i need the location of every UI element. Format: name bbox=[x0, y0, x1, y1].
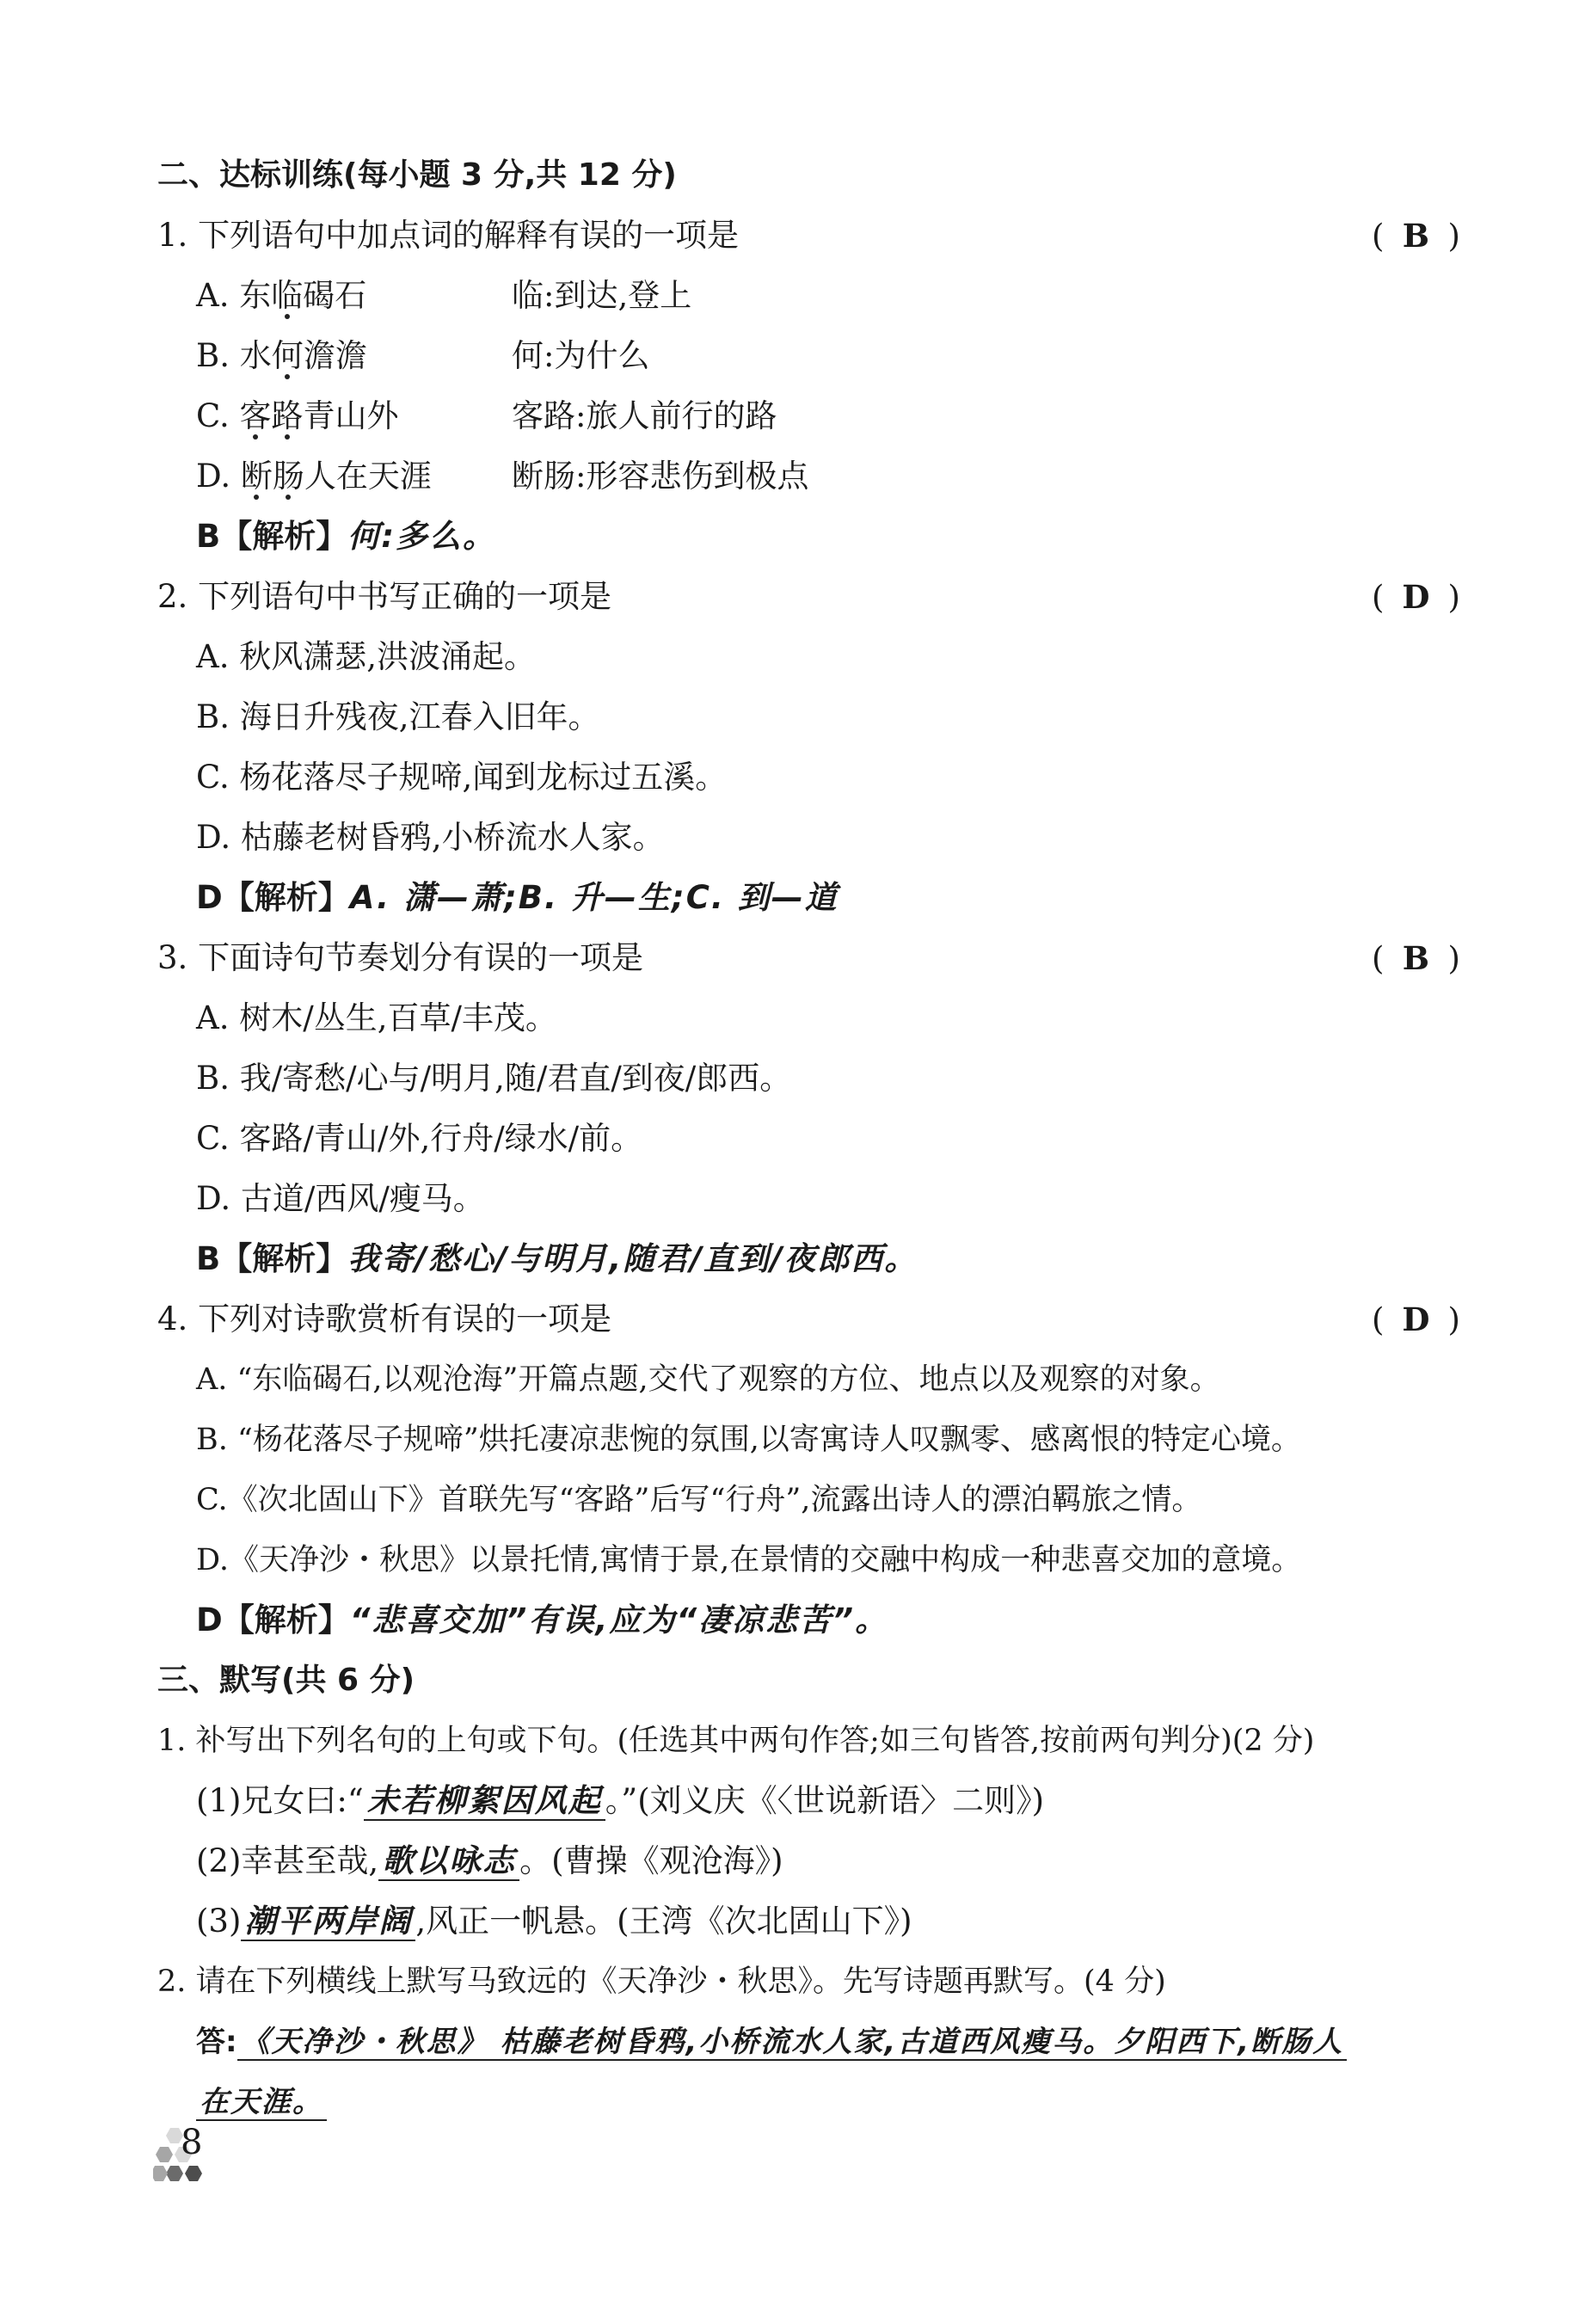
dotted-char: 临 bbox=[271, 277, 304, 314]
question-3-option-b: B. 我/寄愁/心与/明月,随/君直/到夜/郎西。 bbox=[196, 1060, 792, 1097]
dotted-char: 断 bbox=[240, 458, 273, 495]
section-title-practice: 二、达标训练(每小题 3 分,共 12 分) bbox=[157, 157, 677, 193]
dictation-item-1 bbox=[196, 1779, 1044, 1823]
question-2-answer-bracket: ( D ) bbox=[1372, 575, 1460, 620]
question-1-option-a-explanation: 临:到达,登上 bbox=[512, 277, 692, 314]
question-1-option-c bbox=[196, 394, 399, 439]
question-1-option-d-explanation: 断肠:形容悲伤到极点 bbox=[512, 458, 809, 495]
explanation-text: “悲喜交加”有误,应为“凄凉悲苦”。 bbox=[349, 1602, 889, 1638]
question-4-answer-bracket: ( D ) bbox=[1372, 1297, 1460, 1343]
question-2-option-b: B. 海日升残夜,江春入旧年。 bbox=[196, 698, 600, 735]
explanation-text: 我寄/愁心/与明月,随君/直到/夜郎西。 bbox=[347, 1240, 918, 1277]
question-2-option-d: D. 枯藤老树昏鸦,小桥流水人家。 bbox=[196, 819, 665, 856]
question-1-answer: B bbox=[1402, 217, 1430, 255]
option-b-suffix: 澹澹 bbox=[303, 337, 367, 374]
dictation-item-1-answer: 未若柳絮因风起 bbox=[364, 1782, 605, 1821]
dictation-item-2-prefix: (2)幸甚至哉, bbox=[196, 1842, 379, 1879]
question-1-option-b-explanation: 何:为什么 bbox=[512, 337, 650, 374]
question-1-stem: 1. 下列语句中加点词的解释有误的一项是 bbox=[157, 217, 740, 254]
option-a-suffix: 碣石 bbox=[303, 277, 367, 314]
question-2-stem: 2. 下列语句中书写正确的一项是 bbox=[157, 578, 612, 615]
question-4-option-a: A. “东临碣石,以观沧海”开篇点题,交代了观察的方位、地点以及观察的对象。 bbox=[196, 1362, 1220, 1397]
question-4-stem: 4. 下列对诗歌赏析有误的一项是 bbox=[157, 1300, 612, 1337]
question-4-option-c: C.《次北固山下》首联先写“客路”后写“行舟”,流露出诗人的漂泊羁旅之情。 bbox=[196, 1483, 1202, 1517]
question-3-stem: 3. 下面诗句节奏划分有误的一项是 bbox=[157, 939, 644, 976]
option-c-prefix: C. bbox=[196, 397, 240, 434]
dictation-item-2-answer: 歌以咏志 bbox=[378, 1842, 519, 1881]
dotted-char: 路 bbox=[271, 397, 304, 434]
dictation-item-2 bbox=[196, 1839, 783, 1884]
question-1-option-d bbox=[196, 454, 432, 499]
question-1-explanation bbox=[196, 514, 496, 559]
answer-label: 答: bbox=[196, 2025, 237, 2059]
explanation-text: A. 潇—萧;B. 升—生;C. 到—道 bbox=[349, 879, 838, 916]
section-title-dictation: 三、默写(共 6 分) bbox=[157, 1663, 415, 1698]
question-3-option-d: D. 古道/西风/瘦马。 bbox=[196, 1180, 485, 1217]
question-2-answer: D bbox=[1402, 578, 1430, 616]
question-2-option-c: C. 杨花落尽子规啼,闻到龙标过五溪。 bbox=[196, 759, 728, 796]
dotted-char: 肠 bbox=[272, 458, 304, 495]
explanation-label: B【解析】 bbox=[196, 1240, 348, 1277]
question-4-answer: D bbox=[1402, 1300, 1430, 1338]
poem-answer-line-1: 《天净沙・秋思》 枯藤老树昏鸦,小桥流水人家,古道西风瘦马。夕阳西下,断肠人 bbox=[237, 2025, 1348, 2061]
dictation-question-2-stem: 2. 请在下列横线上默写马致远的《天净沙・秋思》。先写诗题再默写。(4 分) bbox=[157, 1964, 1166, 1999]
dictation-item-2-suffix: 。(曹操《观沧海》) bbox=[519, 1842, 783, 1879]
explanation-label: D【解析】 bbox=[196, 879, 350, 916]
option-a-prefix: A. 东 bbox=[196, 277, 272, 314]
question-4-option-b: B. “杨花落尽子规啼”烘托凄凉悲惋的氛围,以寄寓诗人叹飘零、感离恨的特定心境。 bbox=[196, 1423, 1301, 1457]
question-1-answer-bracket: ( B ) bbox=[1372, 213, 1460, 259]
question-4-option-d: D.《天净沙・秋思》以景托情,寓情于景,在景情的交融中构成一种悲喜交加的意境。 bbox=[196, 1543, 1302, 1577]
dotted-char: 客 bbox=[239, 397, 272, 434]
explanation-text: 何:多么。 bbox=[347, 518, 496, 555]
question-3-option-c: C. 客路/青山/外,行舟/绿水/前。 bbox=[196, 1120, 643, 1157]
question-1-option-b bbox=[196, 334, 367, 378]
explanation-label: B【解析】 bbox=[196, 518, 348, 555]
poem-answer-line-2: 在天涯。 bbox=[196, 2085, 327, 2121]
dictation-item-3 bbox=[196, 1899, 912, 1944]
dictation-item-3-answer: 潮平两岸阔 bbox=[241, 1903, 415, 1941]
dictation-question-2-answer-line-1 bbox=[196, 2020, 1347, 2064]
page-number: 8 bbox=[181, 2123, 203, 2162]
question-1-option-c-explanation: 客路:旅人前行的路 bbox=[512, 397, 777, 434]
question-3-explanation bbox=[196, 1237, 918, 1282]
option-d-suffix: 人在天涯 bbox=[304, 458, 432, 495]
dictation-item-1-suffix: 。”(刘义庆《〈世说新语〉二则》) bbox=[605, 1782, 1045, 1819]
dictation-question-2-answer-line-2 bbox=[196, 2080, 327, 2124]
question-3-answer: B bbox=[1402, 939, 1430, 977]
question-3-answer-bracket: ( B ) bbox=[1372, 936, 1460, 981]
dictation-question-1-stem: 1. 补写出下列名句的上句或下句。(任选其中两句作答;如三句皆答,按前两句判分)(2 分) bbox=[157, 1724, 1315, 1758]
question-2-explanation bbox=[196, 876, 838, 920]
option-c-suffix: 青山外 bbox=[303, 397, 399, 434]
option-d-prefix: D. bbox=[196, 458, 241, 495]
explanation-label: D【解析】 bbox=[196, 1602, 350, 1638]
dictation-item-3-suffix: ,风正一帆悬。(王湾《次北固山下》) bbox=[415, 1903, 912, 1940]
question-1-option-a bbox=[196, 274, 366, 318]
dotted-char: 何 bbox=[271, 337, 304, 374]
question-2-option-a: A. 秋风潇瑟,洪波涌起。 bbox=[196, 638, 537, 675]
dictation-item-3-prefix: (3) bbox=[196, 1903, 242, 1940]
question-3-option-a: A. 树木/丛生,百草/丰茂。 bbox=[196, 999, 557, 1036]
question-4-explanation bbox=[196, 1598, 888, 1643]
option-b-prefix: B. 水 bbox=[196, 337, 272, 374]
dictation-item-1-prefix: (1)兄女曰:“ bbox=[196, 1782, 364, 1819]
